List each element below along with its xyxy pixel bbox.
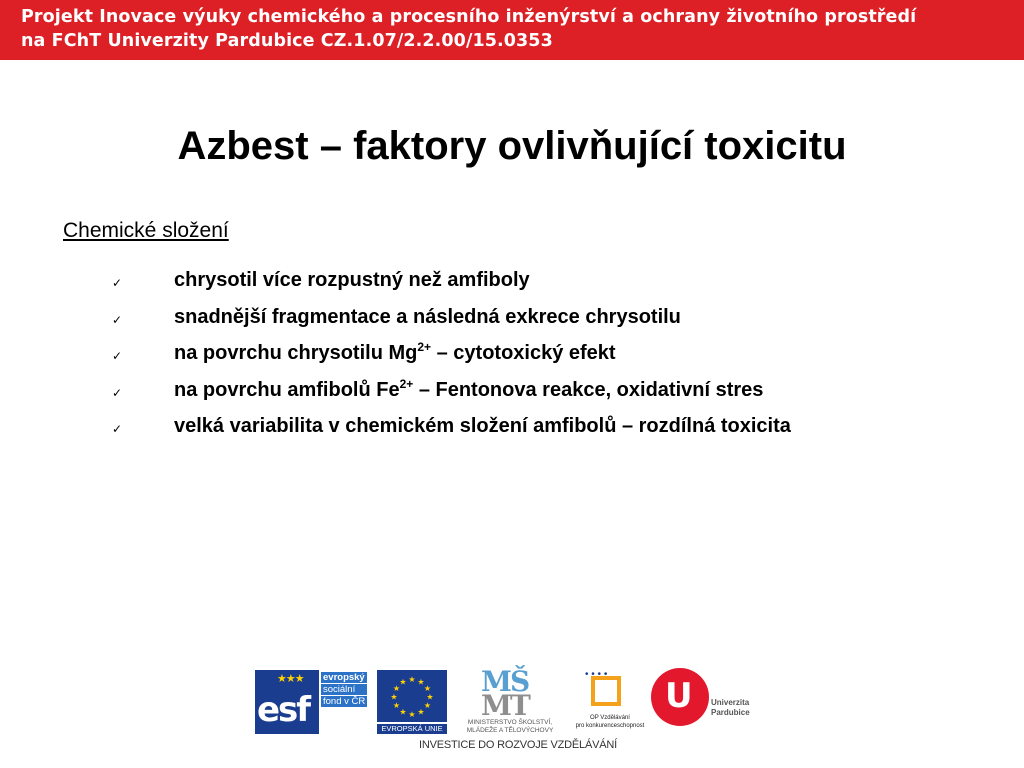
bullet-text-pre: na povrchu chrysotilu Mg (174, 342, 418, 364)
list-item (0, 303, 1024, 340)
op-dots-icon: • • • • (585, 669, 608, 680)
bullet-text: velká variabilita v chemickém složení amfibolů – rozdílná toxicita (174, 415, 791, 437)
msmt-mark-bottom: MT (481, 689, 529, 722)
upa-emblem-icon (651, 668, 709, 726)
op-caption-line-2: pro konkurenceschopnost (575, 723, 645, 729)
op-caption-line-1: OP Vzdělávání (590, 715, 630, 721)
esf-caption-line-3: fond v ČR (323, 696, 366, 707)
list-item (0, 376, 1024, 413)
list-item (0, 412, 1024, 449)
ion-charge: 2+ (417, 340, 432, 354)
bullet-text-pre: na povrchu amfibolů Fe (174, 378, 400, 401)
svg-text:★: ★ (399, 677, 407, 687)
checkmark-icon: ✓ (112, 385, 123, 400)
upa-caption-line-2: Pardubice (711, 708, 750, 717)
checkmark-icon: ✓ (112, 422, 123, 436)
checkmark-icon: ✓ (112, 349, 123, 363)
bullet-list (0, 266, 1024, 449)
svg-text:★: ★ (417, 707, 425, 717)
banner-line-1: Projekt Inovace výuky chemického a procesního inženýrství a ochrany životního prostředí (21, 7, 917, 27)
esf-caption-line-1: evropský (321, 672, 367, 683)
svg-text:★: ★ (408, 710, 416, 719)
eu-logo (377, 670, 447, 734)
bullet-text: chrysotil více rozpustný než amfiboly (174, 269, 530, 291)
eu-flag-icon (377, 670, 447, 722)
svg-text:★: ★ (390, 692, 398, 702)
op-vzdelavani-logo (573, 670, 647, 740)
esf-logo-mark (255, 670, 319, 734)
bullet-text-post: – cytotoxický efekt (431, 342, 616, 364)
msmt-caption-line-2: MLÁDEŽE A TĚLOVÝCHOVY (466, 727, 554, 734)
bullet-text (174, 339, 616, 367)
bullet-text-post: – Fentonova reakce, oxidativní stres (413, 378, 764, 401)
univerzita-pardubice-logo (651, 668, 765, 734)
op-frame-icon (591, 676, 621, 706)
list-item (0, 266, 1024, 303)
section-heading: Chemické složení (63, 219, 229, 242)
esf-logo (255, 670, 373, 734)
ion-charge: 2+ (399, 376, 414, 391)
svg-text:★: ★ (392, 684, 401, 693)
esf-letters: esf (257, 690, 310, 730)
eu-stars-icon: ★★★ (277, 673, 304, 685)
upa-caption-line-1: Univerzita (711, 698, 750, 707)
msmt-caption-line-1: MINISTERSTVO ŠKOLSTVÍ, (467, 719, 553, 726)
eu-caption: EVROPSKÁ UNIE (377, 724, 447, 734)
banner-line-2: na FChT Univerzity Pardubice CZ.1.07/2.2.00/15.0353 (21, 31, 553, 51)
bullet-text (174, 376, 763, 404)
esf-caption-line-2: sociální (321, 684, 367, 695)
svg-text:★: ★ (392, 701, 401, 710)
footer-logo-strip (255, 662, 765, 762)
svg-text:★: ★ (423, 701, 432, 710)
upa-caption (711, 698, 750, 718)
op-caption (573, 714, 647, 730)
svg-text:★: ★ (423, 684, 432, 693)
checkmark-icon: ✓ (112, 312, 123, 327)
msmt-logo (451, 665, 569, 734)
investice-slogan: INVESTICE DO ROZVOJE VZDĚLÁVÁNÍ (419, 739, 617, 751)
msmt-caption (451, 719, 569, 735)
esf-caption (321, 672, 367, 708)
svg-text:★: ★ (426, 692, 434, 702)
svg-text:★: ★ (408, 675, 416, 684)
upa-emblem-letter: U (665, 676, 693, 716)
slide-title: Azbest – faktory ovlivňující toxicitu (177, 124, 847, 168)
bullet-text: snadnější fragmentace a následná exkrece chrysotilu (174, 305, 681, 328)
project-banner (0, 0, 1024, 60)
svg-text:★: ★ (399, 707, 407, 717)
list-item (0, 339, 1024, 376)
svg-text:★: ★ (417, 677, 425, 687)
checkmark-icon: ✓ (112, 276, 123, 290)
msmt-mark-top: MŠ (481, 665, 529, 698)
